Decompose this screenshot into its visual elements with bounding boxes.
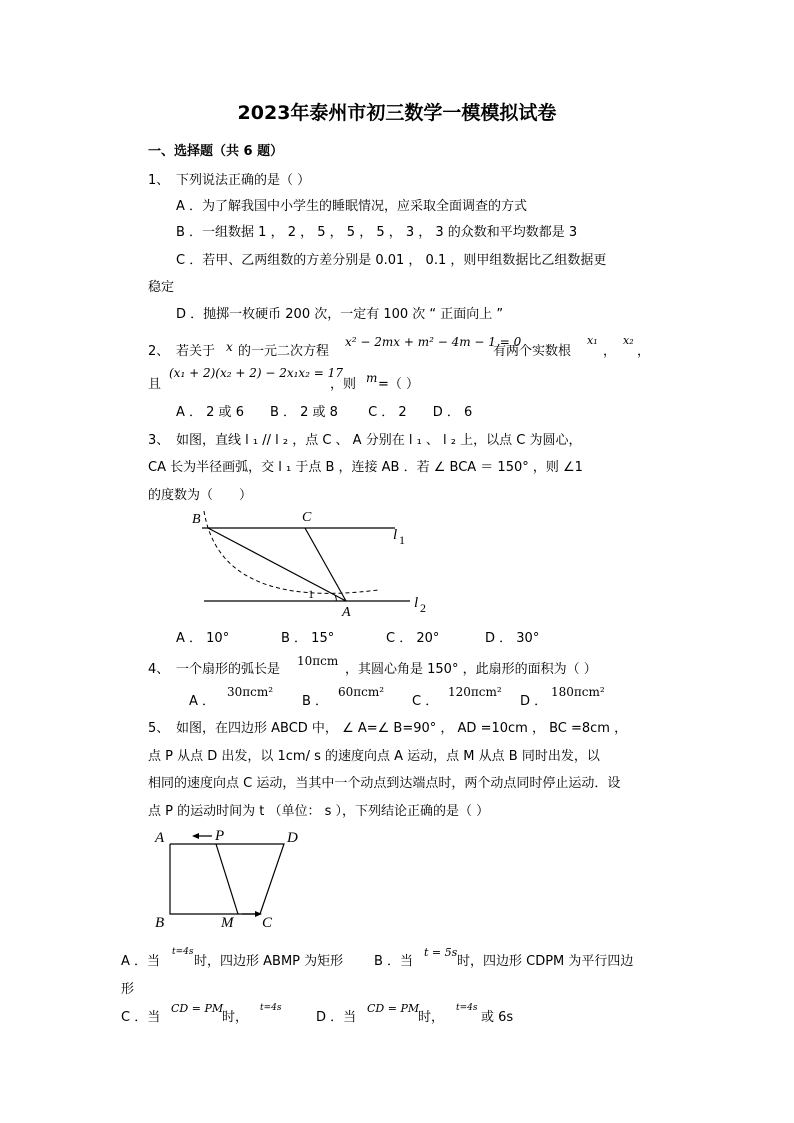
q2-stem-pre: 若关于: [176, 344, 216, 359]
q1-option-c: C ．若甲、乙两组数的方差分别是 0.01 ， 0.1 ，则甲组数据比乙组数据更: [176, 253, 607, 268]
q1-stem: 下列说法正确的是（ ）: [176, 173, 311, 188]
q2-qie: 且: [148, 377, 162, 392]
q5-option-d-pre: D ．当: [316, 1010, 357, 1025]
q5-option-c-pre: C ．当: [121, 1010, 161, 1025]
q5-line4: 点 P 的运动时间为 t （单位： s ），下列结论正确的是（ ）: [148, 804, 490, 819]
q2-stem-post: 有两个实数根: [493, 344, 572, 359]
q5-option-a-cond: t=4s: [172, 947, 194, 957]
q4-stem-pre: 一个扇形的弧长是: [176, 662, 281, 677]
q5-option-b-cond: t = 5s: [424, 946, 458, 959]
label-a: A: [342, 605, 351, 620]
q3-figure: [180, 505, 440, 620]
q4-option-a-label: A ．: [189, 694, 216, 709]
q1-option-c-wrap: 稳定: [148, 280, 175, 295]
q2-root-x2: x₂: [623, 334, 634, 347]
label-l2: l: [414, 595, 419, 611]
q1-option-a: A ．为了解我国中小学生的睡眠情况，应采取全面调查的方式: [176, 199, 528, 214]
q2-ze: ，则: [330, 377, 357, 392]
q1-option-d: D ．抛掷一枚硬币 200 次，一定有 100 次 “ 正面向上 ”: [176, 307, 504, 322]
q4-option-d-value: 180πcm²: [551, 685, 605, 699]
q5-option-d-value: t=4s: [456, 1003, 478, 1013]
q5-line1: 如图，在四边形 ABCD 中， ∠ A=∠ B=90° ， AD =10cm ， BC =8cm ，: [176, 721, 628, 736]
q4-number: 4、: [148, 662, 170, 677]
q3-line1: 如图，直线 l ₁ // l ₂ ，点 C 、 A 分别在 l ₁ 、 l ₂ 上，以点 C 为圆心，: [176, 433, 582, 448]
section-heading: 一、选择题（共 6 题）: [148, 144, 284, 159]
page-title: 2023年泰州市初三数学一模模拟试卷: [237, 102, 557, 124]
q2-root-x1: x₁: [587, 334, 598, 347]
q5-option-c-cond: CD = PM: [171, 1002, 224, 1015]
label-l1: l: [393, 527, 398, 543]
q5-option-c-mid: 时，: [222, 1010, 249, 1025]
q2-var-m: m: [366, 371, 378, 385]
q4-option-b-label: B ．: [302, 694, 329, 709]
label-l1-sub: 1: [399, 533, 405, 547]
q4-arc-length: 10πcm: [297, 654, 339, 668]
segment-pm: [216, 844, 238, 914]
q5-line2: 点 P 从点 D 出发，以 1cm/ s 的速度向点 A 运动，点 M 从点 B 同时出发，以: [148, 749, 600, 764]
q3-line2: CA 长为半径画弧，交 l ₁ 于点 B ，连接 AB ．若 ∠ BCA ＝ 150° ，则 ∠1: [148, 460, 583, 475]
q5-option-b-pre: B ．当: [374, 954, 414, 969]
q5-line3: 相同的速度向点 C 运动，当其中一个动点到达端点时，两个动点同时停止运动．设: [148, 776, 621, 791]
q5-option-c-value: t=4s: [260, 1003, 282, 1013]
q4-stem-post: ，其圆心角是 150° ，此扇形的面积为（ ）: [345, 662, 597, 677]
arrow-p-head: [192, 833, 199, 839]
q2-number: 2、: [148, 344, 170, 359]
q2-comma: ，: [603, 344, 617, 359]
q5-option-a-pre: A ．当: [121, 954, 161, 969]
q4-option-b-value: 60πcm²: [338, 685, 385, 699]
q2-var-x: x: [226, 340, 233, 354]
q2-ans: =（ ）: [378, 377, 420, 392]
q5-option-b-wrap: 形: [121, 982, 135, 997]
q3-number: 3、: [148, 433, 170, 448]
q2-stem-mid: 的一元二次方程: [238, 344, 330, 359]
q4-option-c-label: C ．: [412, 694, 439, 709]
q4-option-c-value: 120πcm²: [448, 685, 502, 699]
label-b: B: [155, 915, 165, 931]
label-c: C: [262, 915, 273, 931]
q3-option-d: D ． 30°: [485, 631, 540, 646]
q5-number: 5、: [148, 721, 170, 736]
label-l2-sub: 2: [420, 601, 426, 615]
label-b: B: [192, 512, 201, 527]
label-angle-1: 1: [308, 587, 314, 601]
q4-option-d-label: D ．: [520, 694, 548, 709]
q1-option-b: B ．一组数据 1 ， 2 ， 5 ， 5 ， 5 ， 3 ， 3 的众数和平均数都是 3: [176, 225, 578, 240]
q3-option-a: A ． 10°: [176, 631, 230, 646]
label-p: P: [215, 828, 225, 844]
q5-option-d-post: 或 6s: [481, 1010, 514, 1025]
q5-option-b-post: 时，四边形 CDPM 为平行四边: [457, 954, 634, 969]
q3-option-c: C ． 20°: [386, 631, 440, 646]
q2-condition: (x₁ + 2)(x₂ + 2) − 2x₁x₂ = 17: [169, 366, 343, 380]
q5-figure: [150, 823, 310, 933]
q5-option-d-cond: CD = PM: [367, 1002, 420, 1015]
label-m: M: [221, 915, 234, 931]
q4-option-a-value: 30πcm²: [227, 685, 274, 699]
q2-options: A ． 2 或 6 B ． 2 或 8 C ． 2 D ． 6: [176, 405, 473, 420]
q2-comma2: ，: [637, 344, 651, 359]
q3-line3: 的度数为（ ）: [148, 488, 253, 503]
q3-option-b: B ． 15°: [281, 631, 335, 646]
label-d: D: [287, 830, 298, 846]
label-a: A: [155, 830, 165, 846]
q5-option-a-post: 时，四边形 ABMP 为矩形: [194, 954, 344, 969]
q5-option-d-mid: 时，: [418, 1010, 445, 1025]
q2-equation: x² − 2mx + m² − 4m − 1 = 0: [345, 335, 522, 349]
q1-number: 1、: [148, 173, 170, 188]
arc-dashed: [204, 511, 378, 593]
label-c: C: [302, 510, 312, 525]
